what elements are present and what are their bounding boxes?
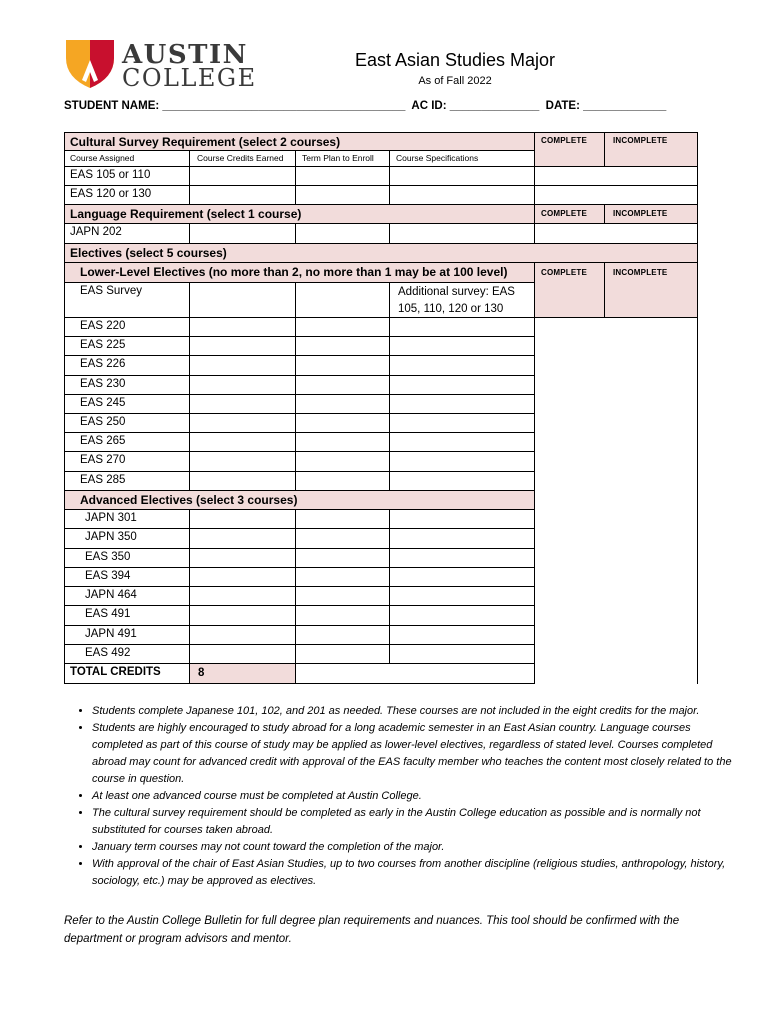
advanced-elective-row-spec-cell[interactable] xyxy=(390,645,535,664)
lower-elective-row-course: EAS 230 xyxy=(65,376,190,395)
advanced-elective-row-credits-cell[interactable] xyxy=(190,510,296,529)
lower-elective-row-term-cell[interactable] xyxy=(296,433,390,452)
lower-elective-row-credits-cell[interactable] xyxy=(190,452,296,471)
lower-elective-row-credits-cell[interactable] xyxy=(190,318,296,337)
lower-elective-row-spec-cell[interactable] xyxy=(390,472,535,491)
lower-elective-row-course: EAS 285 xyxy=(65,472,190,491)
language-row-term-cell[interactable] xyxy=(296,224,390,244)
advanced-electives-header: Advanced Electives (select 3 courses) xyxy=(65,491,535,510)
total-credits-label: TOTAL CREDITS xyxy=(65,664,190,684)
advanced-elective-row-spec-cell[interactable] xyxy=(390,549,535,568)
note-item: • January term courses may not count toward the completion of the major. xyxy=(92,839,742,856)
lower-elective-row-spec-cell[interactable] xyxy=(390,356,535,375)
lower-elective-row-credits-cell[interactable] xyxy=(190,414,296,433)
advanced-elective-row-course: JAPN 350 xyxy=(65,529,190,548)
col-course-specifications: Course Specifications xyxy=(390,151,535,167)
shield-logo-icon xyxy=(64,38,116,90)
cultural-complete-label[interactable]: COMPLETE xyxy=(535,133,605,167)
lower-elective-row-course: EAS 265 xyxy=(65,433,190,452)
electives-status-cell[interactable] xyxy=(535,318,698,684)
advanced-elective-row-credits-cell[interactable] xyxy=(190,587,296,606)
page-subtitle: As of Fall 2022 xyxy=(418,75,492,87)
lower-elective-row-course: EAS 250 xyxy=(65,414,190,433)
lower-elective-row-spec-cell[interactable] xyxy=(390,318,535,337)
lower-elective-row-credits-cell[interactable] xyxy=(190,356,296,375)
advanced-elective-row-credits-cell[interactable] xyxy=(190,568,296,587)
note-item: • The cultural survey requirement should be completed as early in the Austin College education as possible and is normally not substituted for courses taken abroad. xyxy=(92,805,742,839)
cultural-row-course: EAS 105 or 110 xyxy=(65,167,190,186)
lower-elective-row-term-cell[interactable] xyxy=(296,337,390,356)
lower-elective-row-course: EAS 270 xyxy=(65,452,190,471)
cultural-incomplete-label[interactable]: INCOMPLETE xyxy=(605,133,698,167)
note-item: • Students complete Japanese 101, 102, and 201 as needed. These courses are not included in the eight credits for the major. xyxy=(92,703,742,720)
electives-incomplete-label[interactable]: INCOMPLETE xyxy=(605,263,698,318)
language-incomplete-label[interactable]: INCOMPLETE xyxy=(605,205,698,224)
eas-survey-spec-line-1: Additional survey: EAS xyxy=(398,286,515,298)
language-row-spec-cell[interactable] xyxy=(390,224,535,244)
advanced-elective-row-term-cell[interactable] xyxy=(296,645,390,664)
advanced-elective-row-term-cell[interactable] xyxy=(296,510,390,529)
language-status-cell[interactable] xyxy=(535,224,698,244)
advanced-elective-row-term-cell[interactable] xyxy=(296,626,390,645)
lower-elective-row-term-cell[interactable] xyxy=(296,472,390,491)
note-item: • At least one advanced course must be completed at Austin College. xyxy=(92,788,742,805)
cultural-row-term-cell[interactable] xyxy=(296,167,390,186)
advanced-elective-row-term-cell[interactable] xyxy=(296,606,390,625)
language-row-credits-cell[interactable] xyxy=(190,224,296,244)
col-term-plan: Term Plan to Enroll xyxy=(296,151,390,167)
advanced-elective-row-credits-cell[interactable] xyxy=(190,529,296,548)
lower-elective-row-credits-cell[interactable] xyxy=(190,337,296,356)
advanced-elective-row-course: EAS 350 xyxy=(65,549,190,568)
advanced-elective-row-term-cell[interactable] xyxy=(296,587,390,606)
lower-elective-row-course: EAS 245 xyxy=(65,395,190,414)
lower-elective-row-term-cell[interactable] xyxy=(296,376,390,395)
advanced-elective-row-spec-cell[interactable] xyxy=(390,606,535,625)
lower-elective-row-spec-cell[interactable] xyxy=(390,376,535,395)
eas-survey-term[interactable] xyxy=(296,283,390,318)
cultural-status-divider xyxy=(535,167,698,186)
total-empty-cell xyxy=(296,664,535,684)
col-course-assigned: Course Assigned xyxy=(65,151,190,167)
cultural-survey-header: Cultural Survey Requirement (select 2 courses) xyxy=(65,133,535,151)
cultural-row-course: EAS 120 or 130 xyxy=(65,186,190,205)
advanced-elective-row-spec-cell[interactable] xyxy=(390,568,535,587)
lower-elective-row-term-cell[interactable] xyxy=(296,452,390,471)
advanced-elective-row-course: JAPN 464 xyxy=(65,587,190,606)
col-credits-earned: Course Credits Earned xyxy=(190,151,296,167)
lower-elective-row-spec-cell[interactable] xyxy=(390,337,535,356)
eas-survey-credits[interactable] xyxy=(190,283,296,318)
electives-header: Electives (select 5 courses) xyxy=(65,244,698,263)
lower-elective-row-spec-cell[interactable] xyxy=(390,395,535,414)
logo-college-text: COLLEGE xyxy=(122,64,257,92)
language-complete-label[interactable]: COMPLETE xyxy=(535,205,605,224)
advanced-elective-row-credits-cell[interactable] xyxy=(190,606,296,625)
lower-elective-row-term-cell[interactable] xyxy=(296,414,390,433)
logo-austin-text: AUSTIN xyxy=(122,40,248,70)
lower-elective-row-spec-cell[interactable] xyxy=(390,414,535,433)
total-credits-value: 8 xyxy=(190,664,296,684)
eas-survey-course: EAS Survey xyxy=(65,283,190,318)
lower-elective-row-credits-cell[interactable] xyxy=(190,395,296,414)
advanced-elective-row-course: EAS 492 xyxy=(65,645,190,664)
eas-survey-spec-line-2: 105, 110, 120 or 130 xyxy=(398,303,504,315)
advanced-elective-row-credits-cell[interactable] xyxy=(190,549,296,568)
cultural-row-credits-cell[interactable] xyxy=(190,186,296,205)
advanced-elective-row-course: EAS 394 xyxy=(65,568,190,587)
austin-college-logo xyxy=(64,38,257,92)
lower-elective-row-course: EAS 220 xyxy=(65,318,190,337)
advanced-elective-row-credits-cell[interactable] xyxy=(190,626,296,645)
advanced-elective-row-spec-cell[interactable] xyxy=(390,587,535,606)
lower-level-electives-header: Lower-Level Electives (no more than 2, no more than 1 may be at 100 level) xyxy=(65,263,535,283)
cultural-row-spec-cell[interactable] xyxy=(390,167,535,186)
advanced-elective-row-credits-cell[interactable] xyxy=(190,645,296,664)
advanced-elective-row-spec-cell[interactable] xyxy=(390,626,535,645)
electives-complete-label[interactable]: COMPLETE xyxy=(535,263,605,318)
lower-elective-row-course: EAS 226 xyxy=(65,356,190,375)
advanced-elective-row-spec-cell[interactable] xyxy=(390,529,535,548)
advanced-elective-row-spec-cell[interactable] xyxy=(390,510,535,529)
cultural-row-spec-cell[interactable] xyxy=(390,186,535,205)
cultural-row-term-cell[interactable] xyxy=(296,186,390,205)
lower-elective-row-credits-cell[interactable] xyxy=(190,376,296,395)
lower-elective-row-course: EAS 225 xyxy=(65,337,190,356)
advanced-elective-row-term-cell[interactable] xyxy=(296,549,390,568)
cultural-row-credits-cell[interactable] xyxy=(190,167,296,186)
lower-elective-row-spec-cell[interactable] xyxy=(390,452,535,471)
lower-elective-row-credits-cell[interactable] xyxy=(190,433,296,452)
advanced-elective-row-term-cell[interactable] xyxy=(296,568,390,587)
lower-elective-row-credits-cell[interactable] xyxy=(190,472,296,491)
lower-elective-row-term-cell[interactable] xyxy=(296,395,390,414)
lower-elective-row-term-cell[interactable] xyxy=(296,318,390,337)
language-row-course: JAPN 202 xyxy=(65,224,190,244)
student-info-line[interactable]: STUDENT NAME: ______________________________________ AC ID: ______________ DATE: _____________ xyxy=(64,100,667,112)
page-title: East Asian Studies Major xyxy=(354,50,556,70)
refer-note: Refer to the Austin College Bulletin for full degree plan requirements and nuances. This tool should be confirmed with the department or program advisors and mentor. xyxy=(64,915,680,945)
notes-list xyxy=(72,703,742,890)
note-item: • With approval of the chair of East Asian Studies, up to two courses from another discipline (religious studies, anthropology, history, sociology, etc.) may be approved as electives. xyxy=(92,856,742,890)
advanced-elective-row-term-cell[interactable] xyxy=(296,529,390,548)
eas-survey-specification xyxy=(390,283,535,318)
advanced-elective-row-course: EAS 491 xyxy=(65,606,190,625)
note-item: • Students are highly encouraged to study abroad for a long academic semester in an East Asian country. Language courses completed as part of this course of study may be applied as lower-level electives, regardless of stated level. Courses completed abroad may count for advanced credit with approval of the EAS faculty member who teaches the content most closely related to the course in question. xyxy=(92,720,742,788)
advanced-elective-row-course: JAPN 301 xyxy=(65,510,190,529)
lower-elective-row-term-cell[interactable] xyxy=(296,356,390,375)
advanced-elective-row-course: JAPN 491 xyxy=(65,626,190,645)
lower-elective-row-spec-cell[interactable] xyxy=(390,433,535,452)
language-requirement-header: Language Requirement (select 1 course) xyxy=(65,205,535,224)
